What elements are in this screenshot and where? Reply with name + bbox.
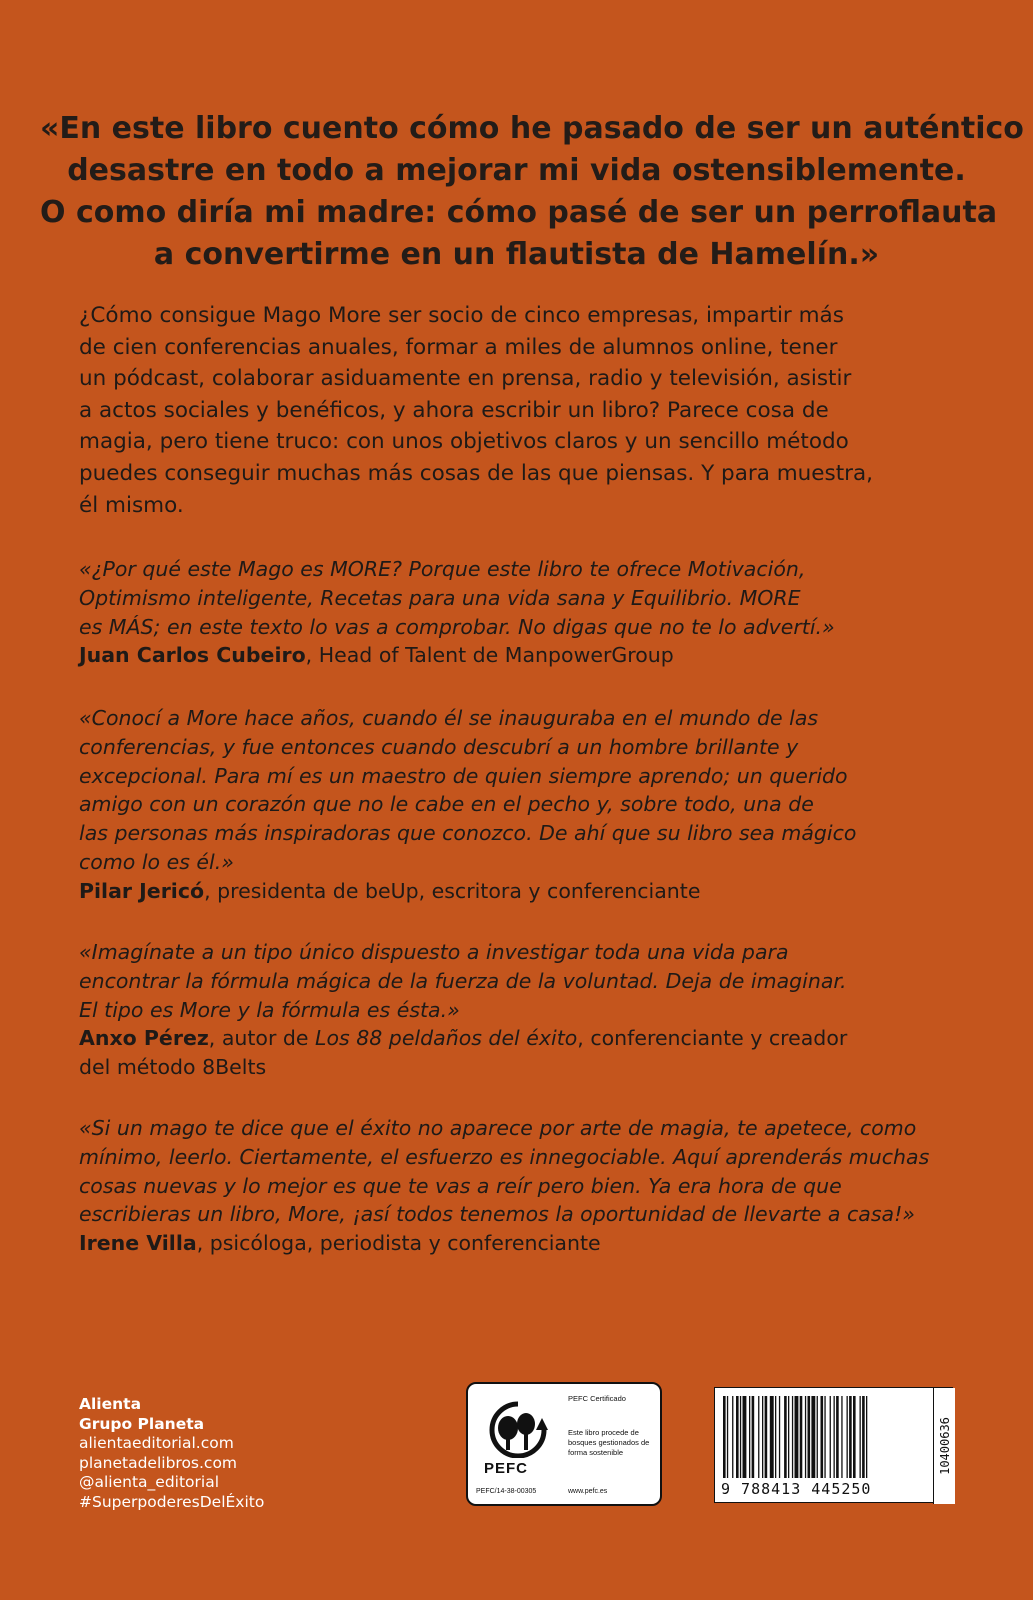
testimonial-line: escribieras un libro, More, ¡así todos tenemos la oportunidad de llevarte a casa!» <box>79 1202 915 1227</box>
testimonial-text <box>79 938 979 1024</box>
barcode-bar <box>808 1396 811 1478</box>
intro-line: a actos sociales y benéficos, y ahora escribir un libro? Parece cosa de <box>79 397 829 423</box>
barcode-bar <box>866 1396 867 1478</box>
barcode-bar <box>817 1396 818 1478</box>
barcode-bar <box>847 1396 848 1478</box>
barcode-bar <box>800 1396 803 1478</box>
barcode-bar <box>743 1396 747 1478</box>
intro-line: un pódcast, colaborar asiduamente en prensa, radio y televisión, asistir <box>79 366 852 392</box>
publisher-imprint: Alienta <box>79 1395 142 1413</box>
testimonial-attribution <box>79 1229 979 1258</box>
barcode-bar <box>841 1396 842 1478</box>
intro-paragraph <box>79 300 979 521</box>
testimonial-line: «Si un mago te dice que el éxito no aparece por arte de magia, te apetece, como <box>79 1116 917 1140</box>
barcode-bar <box>770 1396 774 1478</box>
barcode-bar <box>792 1396 793 1478</box>
testimonial-villa <box>79 1114 979 1258</box>
testimonial-author: Anxo Pérez <box>79 1026 209 1051</box>
testimonial-author: Juan Carlos Cubeiro <box>79 643 306 668</box>
testimonial-attribution <box>79 1024 979 1082</box>
barcode-bar <box>849 1396 852 1478</box>
headline-line: desastre en todo a mejorar mi vida ostensiblemente. <box>67 153 966 188</box>
headline-line: a convertirme en un flautista de Hamelín.» <box>153 237 880 272</box>
testimonial-line: cosas nuevas y lo mejor es que te vas a reír pero bien. Ya era hora de que <box>79 1173 842 1198</box>
barcode-bars <box>723 1396 927 1478</box>
barcode-bar <box>765 1396 768 1478</box>
pefc-url: www.pefc.es <box>568 1488 608 1495</box>
barcode-bar <box>736 1396 739 1478</box>
testimonial-role: , autor de <box>208 1026 316 1051</box>
testimonial-line: El tipo es More y la fórmula es ésta.» <box>79 997 460 1022</box>
testimonial-jerico <box>79 704 979 906</box>
barcode-bar <box>853 1396 856 1478</box>
testimonial-line: Optimismo inteligente, Recetas para una vida sana y Equilibrio. MORE <box>79 585 801 610</box>
barcode-bar <box>740 1396 741 1478</box>
isbn-barcode <box>714 1387 953 1503</box>
barcode-bar <box>824 1396 825 1478</box>
isbn-number: 9 788413 445250 <box>721 1480 872 1498</box>
barcode-bar <box>758 1396 759 1478</box>
book-title: Los 88 peldaños del éxito <box>315 1026 578 1051</box>
testimonial-cubeiro <box>79 555 979 670</box>
barcode-bar <box>836 1396 839 1478</box>
testimonial-text <box>79 555 979 641</box>
intro-line: magia, pero tiene truco: con unos objetivos claros y un sencillo método <box>79 429 849 455</box>
intro-line: él mismo. <box>79 492 184 518</box>
intro-line: de cien conferencias anuales, formar a miles de alumnos online, tener <box>79 334 838 360</box>
testimonial-line: excepcional. Para mí es un maestro de quien siempre aprendo; un querido <box>79 763 848 788</box>
testimonial-line: conferencias, y fue entonces cuando descubrí a un hombre brillante y <box>79 734 799 759</box>
barcode-bar <box>727 1396 728 1478</box>
barcode-bar <box>732 1396 733 1478</box>
testimonial-line: las personas más inspiradoras que conozco. De ahí que su libro sea mágico <box>79 821 857 846</box>
barcode-bar <box>752 1396 755 1478</box>
pefc-certified-label: PEFC Certificado <box>568 1394 626 1403</box>
barcode-bar <box>749 1396 750 1478</box>
testimonial-attribution <box>79 877 979 906</box>
testimonial-line: «Conocí a More hace años, cuando él se inauguraba en el mundo de las <box>79 706 819 730</box>
publisher-website: alientaeditorial.com <box>79 1434 234 1452</box>
barcode-bar <box>784 1396 787 1478</box>
barcode-bar <box>830 1396 831 1478</box>
testimonial-line: encontrar la fórmula mágica de la fuerza de la voluntad. Deja de imaginar. <box>79 968 847 993</box>
barcode-bar <box>805 1396 806 1478</box>
barcode-bar <box>860 1396 861 1478</box>
testimonial-role: del método 8Belts <box>79 1055 267 1080</box>
publisher-hashtag: #SuperpoderesDelÉxito <box>79 1492 265 1511</box>
testimonial-line: es MÁS; en este texto lo vas a comprobar. No digas que no te lo advertí.» <box>79 614 835 639</box>
barcode-bar <box>795 1396 799 1478</box>
testimonial-author: Irene Villa <box>79 1231 197 1256</box>
internal-code: 10400636 <box>937 1417 952 1475</box>
testimonial-text <box>79 704 979 877</box>
testimonial-role: , conferenciante y creador <box>577 1026 848 1051</box>
testimonial-line: como lo es él.» <box>79 849 234 874</box>
testimonial-author: Pilar Jericó <box>79 878 205 903</box>
barcode-bar <box>834 1396 835 1478</box>
headline-quote <box>40 108 1024 276</box>
barcode-bar <box>788 1396 789 1478</box>
publisher-info <box>79 1395 264 1512</box>
barcode-bar <box>723 1396 726 1478</box>
testimonial-role: , presidenta de beUp, escritora y conferenciante <box>204 878 701 903</box>
testimonial-line: mínimo, leerlo. Ciertamente, el esfuerzo es innegociable. Aquí aprenderás muchas <box>79 1144 930 1169</box>
barcode-bar <box>762 1396 763 1478</box>
pefc-description: Este libro procede de bosques gestionados de forma sostenible <box>568 1428 650 1457</box>
testimonial-text <box>79 1114 979 1229</box>
intro-line: ¿Cómo consigue Mago More ser socio de cinco empresas, impartir más <box>79 303 844 328</box>
testimonial-role: , Head of Talent de ManpowerGroup <box>305 643 674 668</box>
intro-line: puedes conseguir muchas más cosas de las que piensas. Y para muestra, <box>79 460 873 486</box>
barcode-bar <box>862 1396 865 1478</box>
pefc-certification-box <box>466 1382 662 1506</box>
testimonial-attribution <box>79 641 979 670</box>
barcode-bar <box>811 1396 815 1478</box>
testimonial-line: amigo con un corazón que no le cabe en el pecho y, sobre todo, una de <box>79 792 814 817</box>
testimonial-role: , psicóloga, periodista y conferenciante <box>196 1231 601 1256</box>
pefc-logo-text: PEFC <box>484 1460 529 1477</box>
headline-line: «En este libro cuento cómo he pasado de ser un auténtico <box>40 111 1024 146</box>
headline-line: O como diría mi madre: cómo pasé de ser un perroflauta <box>40 195 998 230</box>
pefc-code: PEFC/14-38-00305 <box>476 1488 537 1495</box>
publisher-social-handle: @alienta_editorial <box>79 1473 220 1491</box>
testimonial-perez <box>79 938 979 1082</box>
barcode-bar <box>775 1396 776 1478</box>
testimonial-line: «Imagínate a un tipo único dispuesto a investigar toda una vida para <box>79 940 789 964</box>
publisher-group: Grupo Planeta <box>79 1414 205 1433</box>
pefc-tree-logo-icon <box>486 1400 550 1458</box>
publisher-website: planetadelibros.com <box>79 1453 238 1472</box>
barcode-side-label <box>933 1388 955 1504</box>
barcode-bar <box>779 1396 780 1478</box>
barcode-bar <box>821 1396 824 1478</box>
testimonial-line: «¿Por qué este Mago es MORE? Porque este libro te ofrece Motivación, <box>79 557 806 581</box>
